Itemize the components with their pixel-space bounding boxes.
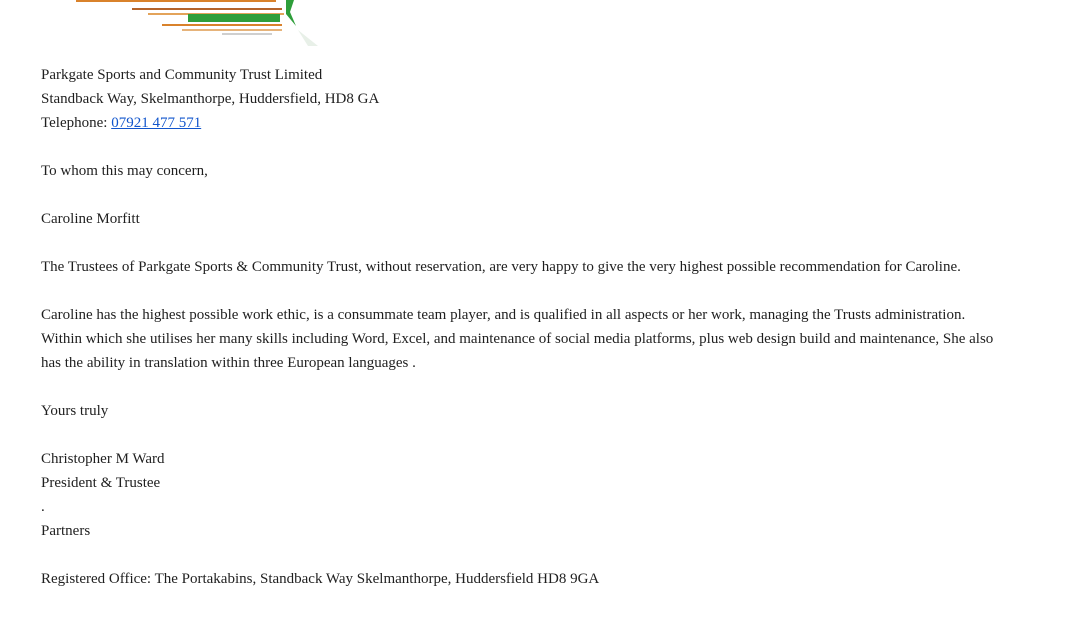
subject-name: Caroline Morfitt: [41, 211, 140, 227]
logo-swoosh: [286, 0, 296, 26]
salutation: To whom this may concern,: [41, 163, 208, 179]
logo-swoosh-light: [298, 30, 318, 46]
separator-dot: .: [41, 499, 45, 515]
org-address: Standback Way, Skelmanthorpe, Huddersfield, HD8 GA: [41, 91, 380, 107]
org-name: Parkgate Sports and Community Trust Limited: [41, 67, 323, 83]
paragraph-recommendation: The Trustees of Parkgate Sports & Community Trust, without reservation, are very happy to give the very highest possible recommendation for Caroline.: [41, 259, 961, 275]
telephone-label: Telephone:: [41, 115, 112, 131]
trust-logo: [72, 0, 352, 48]
closing: Yours truly: [41, 403, 109, 419]
logo-stripes: [76, 0, 284, 35]
partners-label: Partners: [41, 523, 91, 539]
letterhead: [41, 63, 1001, 135]
telephone-line: [41, 111, 1001, 135]
letter-body: [41, 63, 1001, 615]
registered-office: Registered Office: The Portakabins, Standback Way Skelmanthorpe, Huddersfield HD8 9GA: [41, 571, 600, 587]
signatory-name: Christopher M Ward: [41, 451, 165, 467]
signature-block: [41, 447, 1001, 519]
signatory-title: President & Trustee: [41, 475, 161, 491]
paragraph-details: Caroline has the highest possible work ethic, is a consummate team player, and is qualified in all aspects or her work, managing the Trusts administration. Within which she utilises her many skills including Word, Excel, and maintenance of social media platforms, plus web design build and maintenance, She also has the ability in translation within three European languages .: [41, 307, 994, 371]
telephone-link[interactable]: 07921 477 571: [111, 115, 202, 131]
